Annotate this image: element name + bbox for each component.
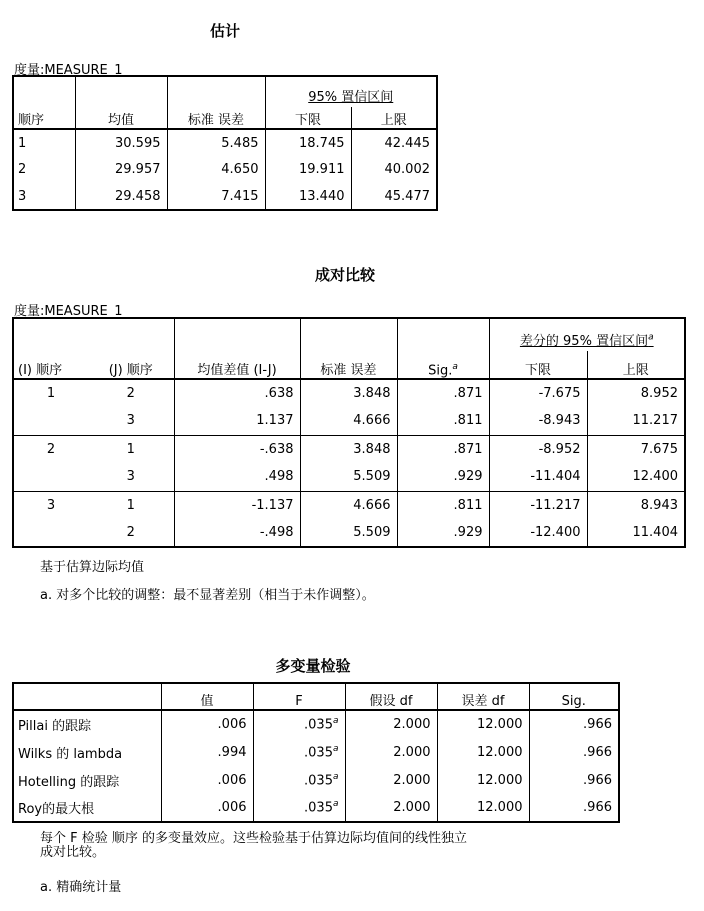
estimates-table [12,75,438,211]
cell: 2.000 [345,766,437,794]
cell [13,519,88,547]
cell: 2 [126,525,135,540]
cell: 30.595 [75,129,167,156]
cell: Roy的最大根 [18,802,95,817]
cell: 4.666 [300,407,397,435]
footnote-marker: a [452,361,458,372]
cell: 29.458 [75,183,167,210]
table-row [13,129,437,156]
estimates-title: 估计 [209,22,240,40]
cell: .811 [397,491,489,519]
multivariate-col-err-df: 误差 df [437,683,529,710]
cell: -8.952 [489,435,587,463]
cell: 11.404 [587,519,685,547]
cell: 45.477 [351,183,437,210]
cell: 12.400 [587,463,685,491]
cell [13,463,88,491]
multivariate-col-value: 值 [161,683,253,710]
cell: 1.137 [174,407,300,435]
table-row [13,738,619,766]
estimates-col-lower: 下限 [265,107,351,129]
cell: .966 [529,766,619,794]
cell: 42.445 [351,129,437,156]
cell: -.638 [174,435,300,463]
cell: -11.404 [489,463,587,491]
multivariate-footnote-exact: a. 精确统计量 [40,880,122,895]
cell: .006 [161,766,253,794]
table-row [13,379,685,407]
cell: 40.002 [351,156,437,183]
pairwise-table [12,317,686,548]
cell: -11.217 [489,491,587,519]
pairwise-col-se: 标准 误差 [300,351,397,379]
cell: .929 [397,519,489,547]
pairwise-footnote-adjustment: a. 对多个比较的调整：最不显著差别（相当于未作调整）。 [40,588,375,603]
cell: .498 [174,463,300,491]
pairwise-col-upper: 上限 [587,351,685,379]
multivariate-col-sig: Sig. [529,683,619,710]
cell: 4.650 [167,156,265,183]
pairwise-ci-header: 差分的 95% 置信区间 [519,334,649,349]
cell: .871 [397,435,489,463]
cell: 8.943 [587,491,685,519]
cell: 12.000 [437,738,529,766]
cell: 19.911 [265,156,351,183]
footnote-marker: a [332,716,339,727]
cell: 1 [88,435,174,463]
cell: .035$^a$ [253,738,345,766]
cell: 11.217 [587,407,685,435]
cell: .006 [161,794,253,822]
cell: 12.000 [437,766,529,794]
cell: 3 [18,188,27,204]
cell: .035$^a$ [253,766,345,794]
cell: 2.000 [345,738,437,766]
cell: -8.943 [489,407,587,435]
multivariate-title: 多变量检验 [275,657,351,675]
estimates-col-se: 标准 误差 [167,107,265,129]
estimates-col-order: 顺序 [13,107,75,129]
table-row [13,794,619,822]
table-row [13,156,437,183]
cell: Hotelling 的跟踪 [18,774,120,790]
cell: 3 [126,413,135,429]
table-row [13,407,685,435]
pairwise-col-i: (I) 顺序 [13,351,88,379]
multivariate-footnote-effect: 每个 F 检验 顺序 的多变量效应。这些检验基于估算边际均值间的线性独立 成对比较。 [40,831,468,860]
cell: 5.509 [300,463,397,491]
pairwise-col-j: (J) 顺序 [88,351,174,379]
cell: 3.848 [300,435,397,463]
estimates-col-mean: 均值 [75,107,167,129]
cell: 7.415 [167,183,265,210]
table-row [13,183,437,210]
cell: .035$^a$ [253,794,345,822]
cell [13,407,88,435]
cell: 2 [13,435,88,463]
pairwise-measure-label: 度量:MEASURE_1 [14,304,123,319]
pairwise-col-lower: 下限 [489,351,587,379]
table-row [13,435,685,463]
cell: 1 [88,491,174,519]
pairwise-col-sig: Sig.$^a$ [397,351,489,379]
cell: .638 [174,379,300,407]
footnote-marker: a [332,771,339,782]
cell: 2.000 [345,710,437,738]
cell: -.498 [174,519,300,547]
cell: .966 [529,738,619,766]
cell: 1 [46,386,56,401]
estimates-measure-label: 度量:MEASURE_1 [14,63,123,78]
cell: 3 [126,469,135,485]
pairwise-footnote-basis: 基于估算边际均值 [40,560,145,575]
cell: .966 [529,794,619,822]
cell: 12.000 [437,710,529,738]
cell: 18.745 [265,129,351,156]
cell: -1.137 [174,491,300,519]
estimates-col-upper: 上限 [351,107,437,129]
cell: Pillai 的跟踪 [18,719,92,734]
cell: 4.666 [300,491,397,519]
cell: .035$^a$ [253,710,345,738]
cell: 5.485 [167,129,265,156]
table-row [13,710,619,738]
cell: Wilks 的 lambda [18,746,123,762]
pairwise-title: 成对比较 [314,266,375,284]
cell: -12.400 [489,519,587,547]
cell: 1 [18,135,27,151]
cell: .871 [397,379,489,407]
multivariate-col-hyp-df: 假设 df [345,683,437,710]
footnote-marker: a [332,799,339,810]
cell: 3 [13,491,88,519]
cell: .966 [529,710,619,738]
cell: 2.000 [345,794,437,822]
cell: 3.848 [300,379,397,407]
cell: 12.000 [437,794,529,822]
table-row [13,766,619,794]
pairwise-col-mean-diff: 均值差值 (I-J) [174,351,300,379]
multivariate-table [12,682,620,823]
cell: 2 [126,386,135,401]
cell: -7.675 [489,379,587,407]
cell: 5.509 [300,519,397,547]
cell: 2 [18,162,27,177]
footnote-marker: a [648,332,654,343]
table-row [13,519,685,547]
table-row [13,491,685,519]
cell: .994 [161,738,253,766]
cell: 13.440 [265,183,351,210]
cell: .811 [397,407,489,435]
estimates-ci-header: 95% 置信区间 [308,90,394,105]
cell: 29.957 [75,156,167,183]
multivariate-col-stat [13,683,161,710]
cell: 7.675 [587,435,685,463]
cell: 8.952 [587,379,685,407]
cell: .006 [161,710,253,738]
footnote-marker: a [332,743,339,754]
multivariate-col-f: F [253,683,345,710]
table-row [13,463,685,491]
cell: .929 [397,463,489,491]
